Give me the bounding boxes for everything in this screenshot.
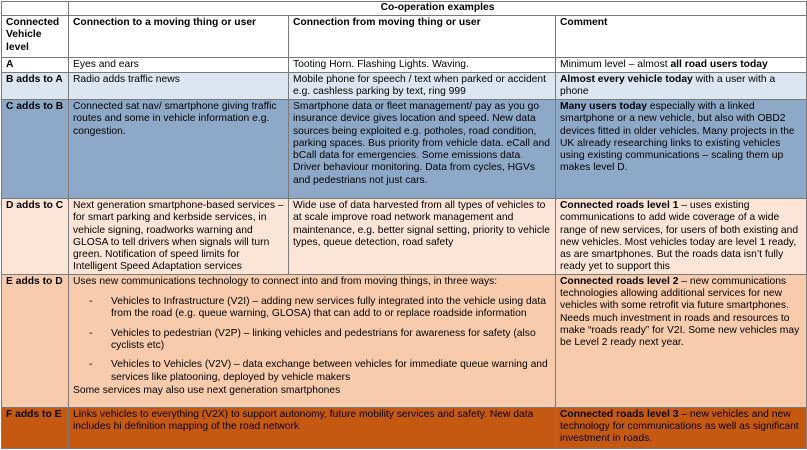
comment-bold: Connected roads level 1 [560,200,679,211]
table-row-e [2,274,807,407]
from-cell: Mobile phone for speech / text when parked or accident e.g. cashless parking by text, ring 999 [289,73,556,100]
bullet-list [73,296,551,384]
outro-text: Some services may also use next generation smartphones [73,384,341,396]
super-header-row [2,2,807,16]
level-cell: F adds to E [2,407,69,448]
comment-text: especially with a linked smartphone or a new vehicle, but also with OBD2 devices fitted in older vehicles. Many projects in the UK already researching links to existing vehicles using existing communications – scaling them up makes level D. [560,101,795,174]
super-header: Co-operation examples [69,2,807,16]
header-comment: Comment [556,16,807,58]
list-item: - Vehicles to Infrastructure (V2I) – adding new services fully integrated into the vehicle using data from the road (e.g. queue warning, GLOSA) that can add to or replace roadside information [111,296,551,321]
comment-bold: Almost every vehicle today [560,74,693,85]
comment-bold: Connected roads level 2 [560,275,679,287]
to-cell: Radio adds traffic news [69,73,289,100]
comment-text: – uses existing communications to add wide coverage of a wide range of new services, for users of both existing and new vehicles. Most vehicles today are level 1 ready, as are smartphones. But the roads data isn’t fully ready yet to support this [560,200,799,273]
comment-text: with a user with a phone [560,74,776,98]
to-from-cell [69,274,556,407]
comment-cell [556,100,807,199]
comment-bold: Many users today [560,101,647,112]
table-row-c [2,100,807,199]
list-item: - Vehicles to pedestrian (V2P) – linking vehicles and pedestrians for awareness for safety (also cyclists etc) [111,328,551,353]
comment-bold: all road users today [670,59,768,70]
table-row-b [2,73,807,100]
level-cell: A [2,58,69,73]
level-cell: C adds to B [2,100,69,199]
header-to: Connection to a moving thing or user [69,16,289,58]
comment-text: – new vehicles and new technology for communications as well as significant investment in roads. [560,408,799,445]
to-cell: Next generation smartphone-based services – for smart parking and kerbside services, in vehicle signing, roadworks warning and GLOSA to tell drivers when signals will turn green. Notification of speed limits for Intelligent Speed Adaptation services [69,199,289,275]
comment-text: – new communications technologies allowing additional services for new vehicles with some retrofit via future smartphones. Needs much investment in roads and resources to make “roads ready” for V2I. Some new vehicles may be Level 2 ready next year. [560,275,800,349]
list-item: - Vehicles to Vehicles (V2V) – data exchange between vehicles for immediate queue warning and services like platooning, deployed by vehicle makers [111,359,551,384]
cooperation-table [1,1,807,449]
level-cell: B adds to A [2,73,69,100]
table-row-a [2,58,807,73]
from-cell: Tooting Horn. Flashing Lights. Waving. [289,58,556,73]
table-row-f [2,407,807,448]
from-cell: Smartphone data or fleet management/ pay as you go insurance device gives location and speed. New data sources being exploited e.g. potholes, road condition, parking spaces. Bus priority from vehicle data. eCall and bCall data for emergencies. Some emissions data. Driver behaviour monitoring. Data from cycles, HGVs and pedestrians not just cars. [289,100,556,199]
intro-text: Uses new communications technology to connect into and from moving things, in three ways: [73,275,498,287]
comment-cell [556,199,807,275]
from-cell: Wide use of data harvested from all types of vehicles to at scale improve road network management and maintenance, e.g. better signal setting, priority to vehicle types, queue detection, road safety [289,199,556,275]
header-from: Connection from moving thing or user [289,16,556,58]
to-cell: Connected sat nav/ smartphone giving traffic routes and some in vehicle information e.g. congestion. [69,100,289,199]
table-row-d [2,199,807,275]
comment-cell [556,274,807,407]
header-row [2,16,807,58]
header-level: Connected Vehicle level [2,16,69,58]
comment-bold: Connected roads level 3 [560,408,679,420]
comment-cell [556,407,807,448]
level-cell: E adds to D [2,274,69,407]
to-cell: Eyes and ears [69,58,289,73]
level-cell: D adds to C [2,199,69,275]
comment-text: Minimum level – almost [560,59,671,70]
comment-cell [556,73,807,100]
to-from-cell: Links vehicles to everything (V2X) to support autonomy, future mobility services and safety. New data includes hi definition mapping of the road network [69,407,556,448]
super-header-spacer [2,2,69,16]
comment-cell [556,58,807,73]
